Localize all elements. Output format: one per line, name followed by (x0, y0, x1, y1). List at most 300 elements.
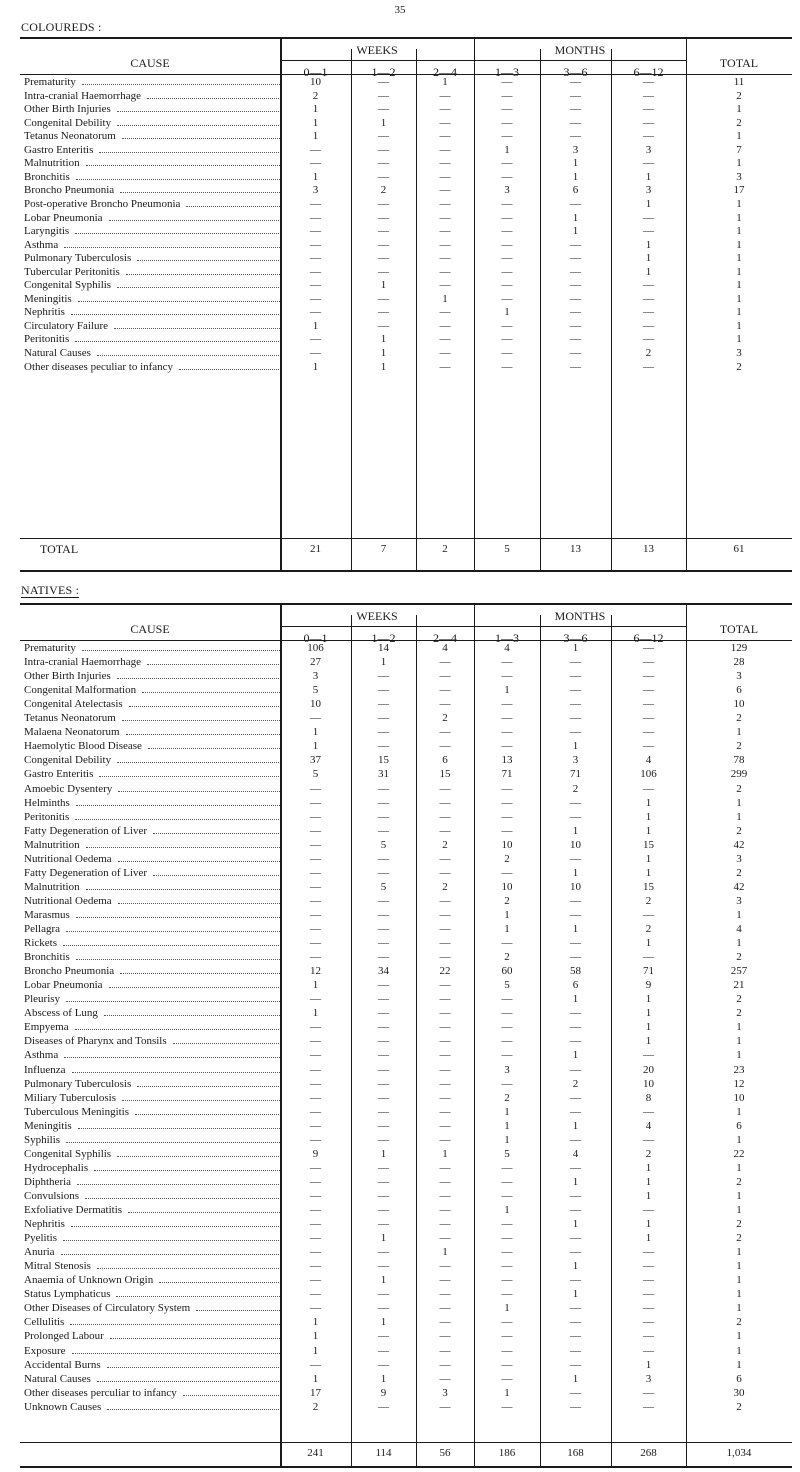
leader-dots (173, 1042, 280, 1044)
count-cell: — (378, 740, 389, 753)
cause-text: Nephritis (24, 307, 65, 319)
count-cell: 1 (380, 360, 387, 373)
count-cell: 2 (504, 894, 510, 907)
cause-text: Accidental Burns (24, 1359, 101, 1371)
count-cell: — (501, 824, 513, 837)
count-cell: — (310, 211, 321, 224)
count-cell: 1 (504, 1119, 510, 1132)
count-cell: 1 (504, 1105, 510, 1118)
count-cell: — (643, 1302, 654, 1315)
count-cell: — (310, 838, 321, 851)
count-cell: — (378, 197, 389, 210)
count-cell: — (570, 1358, 581, 1371)
count-cell: — (378, 1119, 389, 1132)
count-cell: — (501, 1400, 513, 1413)
count-cell: — (439, 993, 451, 1006)
leader-dots (63, 1239, 280, 1241)
leader-dots (148, 747, 280, 749)
cause-label (24, 1374, 280, 1385)
count-cell: — (501, 712, 513, 725)
count-cell: — (643, 908, 654, 921)
cause-text: Tuberculous Meningitis (24, 1106, 130, 1118)
count-cell: 27 (310, 656, 321, 669)
count-cell: 60 (501, 965, 513, 978)
cause-label (24, 671, 280, 682)
row-total-cell: 28 (733, 656, 745, 669)
count-cell: — (439, 1344, 451, 1357)
count-cell: — (501, 279, 513, 292)
count-cell: — (378, 1077, 389, 1090)
cause-label (24, 1191, 280, 1202)
leader-dots (118, 790, 280, 792)
count-cell: — (643, 1344, 654, 1357)
count-cell: — (570, 130, 581, 143)
column-total-cell: 168 (567, 1447, 584, 1459)
count-cell: 71 (501, 768, 513, 781)
count-cell: 1 (572, 993, 579, 1006)
count-cell: — (501, 656, 513, 669)
cause-label (24, 1388, 280, 1399)
count-cell: — (570, 1091, 581, 1104)
row-total-cell: 1 (736, 333, 742, 346)
cause-text: Convulsions (24, 1190, 80, 1202)
leader-dots (137, 259, 280, 261)
count-cell: — (310, 1063, 321, 1076)
count-cell: — (501, 333, 513, 346)
count-cell: — (378, 1400, 389, 1413)
cause-label (24, 1346, 280, 1357)
count-cell: — (439, 894, 451, 907)
cause-text: Tetanus Neonatorum (24, 713, 116, 725)
leader-dots (114, 327, 280, 329)
count-cell: — (570, 1105, 581, 1118)
count-cell: 1 (572, 1175, 579, 1188)
count-cell: — (570, 197, 581, 210)
row-total-cell: 1 (736, 1133, 742, 1146)
count-cell: — (439, 1007, 451, 1020)
leader-dots (120, 972, 280, 974)
cause-label (24, 1331, 280, 1342)
cause-text: Pellagra (24, 924, 61, 935)
count-cell: — (570, 1021, 581, 1034)
cause-text: Bronchitis (24, 171, 70, 183)
count-cell: 1 (572, 1288, 579, 1301)
count-cell: — (643, 684, 654, 697)
count-cell: — (439, 130, 451, 143)
row-total-cell: 21 (733, 979, 745, 992)
count-cell: 2 (312, 1400, 319, 1413)
count-cell: — (501, 1232, 513, 1245)
cause-label (24, 280, 280, 291)
count-cell: — (439, 1204, 451, 1216)
leader-dots (147, 663, 280, 665)
count-cell: 1 (572, 225, 579, 238)
count-cell: — (439, 1021, 451, 1034)
row-total-cell: 1 (736, 726, 742, 739)
count-cell: 2 (645, 347, 652, 359)
count-cell: — (501, 238, 513, 251)
count-cell: 15 (439, 768, 451, 781)
cause-label (24, 1247, 280, 1258)
count-cell: 8 (645, 1091, 652, 1104)
count-cell: 10 (570, 880, 581, 893)
cause-text: Haemolytic Blood Disease (24, 741, 142, 753)
count-cell: — (643, 951, 654, 964)
count-cell: 6 (572, 184, 579, 197)
cause-text: Gastro Enteritis (24, 144, 94, 156)
count-cell: 9 (312, 1147, 319, 1160)
cause-text: Fatty Degeneration of Liver (24, 867, 148, 879)
count-cell: — (570, 796, 581, 809)
cause-label (24, 253, 280, 264)
count-cell: — (439, 1063, 451, 1076)
count-cell: — (378, 726, 389, 739)
count-cell: — (310, 279, 321, 292)
count-cell: — (501, 1316, 513, 1329)
count-cell: — (643, 782, 654, 795)
count-cell: — (501, 1274, 513, 1287)
count-cell: — (570, 670, 581, 683)
count-cell: — (439, 866, 451, 879)
count-cell: — (501, 197, 513, 210)
age-column-header: 0—1 (303, 65, 328, 79)
column-total-cell: 21 (310, 543, 321, 555)
count-cell: — (378, 1161, 389, 1174)
count-cell: — (570, 1133, 581, 1146)
leader-dots (153, 874, 280, 876)
coloureds-heading: COLOUREDS : (21, 20, 102, 34)
count-cell: — (310, 1049, 321, 1062)
count-cell: — (378, 1358, 389, 1371)
column-total-cell: 268 (640, 1447, 657, 1459)
count-cell: 2 (572, 1077, 579, 1090)
count-cell: 9 (645, 979, 652, 992)
cause-label (24, 362, 280, 373)
count-cell: — (439, 360, 451, 373)
count-cell: — (378, 1035, 389, 1048)
count-cell: 17 (310, 1386, 321, 1399)
count-cell: 9 (380, 1386, 387, 1399)
row-total-cell: 1 (736, 937, 742, 950)
count-cell: 1 (572, 824, 579, 837)
count-cell: 15 (378, 754, 389, 767)
count-cell: — (570, 1063, 581, 1076)
cause-label (24, 1402, 280, 1413)
count-cell: — (501, 347, 513, 359)
count-cell: — (439, 937, 451, 950)
cause-label (24, 145, 280, 156)
cause-label (24, 226, 280, 237)
count-cell: 1 (312, 1372, 319, 1385)
count-cell: — (570, 306, 581, 319)
count-cell: — (310, 1133, 321, 1146)
total-label: TOTAL (40, 542, 79, 556)
count-cell: — (643, 1260, 654, 1273)
cause-label (24, 868, 280, 879)
cause-text: Exposure (24, 1345, 66, 1357)
count-cell: — (378, 319, 389, 332)
count-cell: — (310, 1218, 321, 1231)
count-cell: 10 (501, 880, 513, 893)
count-cell: — (501, 1330, 513, 1343)
count-cell: 4 (572, 1147, 579, 1160)
cause-label (24, 1093, 280, 1104)
count-cell: — (439, 1302, 451, 1315)
cause-label (24, 321, 280, 332)
count-cell: 5 (504, 979, 510, 992)
count-cell: — (501, 76, 513, 88)
count-cell: — (310, 1077, 321, 1090)
count-cell: 1 (504, 1204, 510, 1216)
leader-dots (129, 705, 280, 707)
cause-text: Peritonitis (24, 811, 70, 823)
count-cell: — (378, 211, 389, 224)
leader-dots (153, 832, 280, 834)
count-cell: 1 (312, 740, 319, 753)
count-cell: — (378, 143, 389, 156)
count-cell: 2 (645, 923, 652, 935)
row-total-cell: 6 (736, 684, 742, 697)
leader-dots (72, 1352, 280, 1354)
leader-dots (117, 286, 280, 288)
count-cell: — (570, 951, 581, 964)
cause-text: Pulmonary Tuberculosis (24, 253, 132, 265)
leader-dots (107, 1366, 280, 1368)
cause-text: Congenital Debility (24, 117, 112, 129)
count-cell: — (378, 1007, 389, 1020)
count-cell: 1 (645, 824, 652, 837)
count-cell: — (501, 866, 513, 879)
count-cell: 1 (312, 170, 319, 183)
count-cell: — (570, 238, 581, 251)
count-cell: 2 (504, 852, 510, 865)
count-cell: — (570, 712, 581, 725)
count-cell: — (310, 852, 321, 865)
count-cell: — (570, 656, 581, 669)
count-cell: — (439, 1358, 451, 1371)
row-total-cell: 1 (736, 238, 742, 251)
count-cell: 1 (645, 170, 652, 183)
leader-dots (183, 1394, 280, 1396)
cause-text: Mitral Stenosis (24, 1261, 91, 1273)
leader-dots (122, 137, 280, 139)
count-cell: 10 (643, 1077, 654, 1090)
cause-text: Syphilis (24, 1134, 61, 1146)
count-cell: — (378, 252, 389, 265)
count-cell: — (643, 76, 654, 88)
leader-dots (85, 1197, 280, 1199)
row-total-cell: 2 (736, 740, 742, 753)
count-cell: 1 (504, 1302, 510, 1315)
cause-label (24, 769, 280, 780)
count-cell: — (378, 937, 389, 950)
count-cell: 1 (645, 1021, 652, 1034)
count-cell: — (439, 197, 451, 210)
count-cell: — (501, 796, 513, 809)
count-cell: 2 (645, 1147, 652, 1160)
count-cell: — (439, 1119, 451, 1132)
row-total-cell: 4 (736, 923, 742, 935)
count-cell: — (501, 1175, 513, 1188)
cause-text: Broncho Pneumonia (24, 966, 115, 978)
count-cell: 1 (380, 1147, 387, 1160)
count-cell: — (378, 1330, 389, 1343)
count-cell: — (501, 1035, 513, 1048)
leader-dots (128, 1211, 280, 1213)
count-cell: 1 (572, 1260, 579, 1273)
count-cell: 1 (572, 157, 579, 170)
count-cell: 3 (645, 143, 652, 156)
count-cell: 2 (442, 712, 448, 725)
cause-label (24, 657, 280, 668)
count-cell: — (310, 866, 321, 879)
count-cell: — (439, 796, 451, 809)
row-total-cell: 1 (736, 306, 742, 319)
leader-dots (82, 649, 280, 651)
count-cell: — (570, 1189, 581, 1202)
count-cell: 1 (380, 347, 387, 359)
count-cell: 1 (504, 923, 510, 935)
count-cell: 34 (378, 965, 389, 978)
count-cell: — (501, 157, 513, 170)
count-cell: — (378, 1105, 389, 1118)
row-total-cell: 257 (730, 965, 748, 978)
age-column-header: 1—2 (371, 631, 396, 645)
count-cell: 14 (378, 642, 389, 654)
count-cell: — (643, 1386, 654, 1399)
count-cell: — (501, 360, 513, 373)
count-cell: — (643, 130, 654, 143)
cause-label (24, 199, 280, 210)
cause-label (24, 267, 280, 278)
age-column-header: 2—4 (433, 631, 457, 645)
row-total-cell: 2 (736, 360, 742, 373)
count-cell: — (310, 1105, 321, 1118)
count-cell: — (378, 894, 389, 907)
count-cell: — (310, 1189, 321, 1202)
count-cell: 1 (312, 1330, 319, 1343)
count-cell: — (501, 1246, 513, 1259)
count-cell: 6 (572, 979, 579, 992)
count-cell: 4 (442, 642, 448, 654)
leader-dots (77, 1183, 280, 1185)
count-cell: — (643, 306, 654, 319)
count-cell: — (310, 143, 321, 156)
row-total-cell: 3 (736, 852, 742, 865)
cause-text: Malaena Neonatorum (24, 727, 120, 739)
count-cell: — (378, 698, 389, 711)
count-cell: — (378, 824, 389, 837)
count-cell: — (643, 292, 654, 305)
cause-label (24, 1107, 280, 1118)
count-cell: — (378, 76, 389, 88)
row-total-cell: 3 (736, 347, 742, 359)
count-cell: — (378, 1344, 389, 1357)
count-cell: — (643, 1246, 654, 1259)
count-cell: 1 (504, 306, 510, 319)
leader-dots (97, 354, 280, 356)
count-cell: — (378, 1218, 389, 1231)
count-cell: — (643, 1316, 654, 1329)
count-cell: 4 (645, 754, 652, 767)
leader-dots (110, 1337, 280, 1339)
count-cell: 1 (572, 1119, 579, 1132)
count-cell: — (501, 740, 513, 753)
count-cell: — (570, 908, 581, 921)
months-header: MONTHS (554, 43, 606, 57)
count-cell: — (570, 1035, 581, 1048)
cause-label (24, 685, 280, 696)
leader-dots (82, 83, 280, 85)
age-column-header: 1—2 (371, 65, 396, 79)
count-cell: — (643, 211, 654, 224)
count-cell: 3 (504, 1063, 510, 1076)
cause-text: Prematurity (24, 77, 76, 88)
count-cell: — (643, 656, 654, 669)
count-cell: — (643, 642, 654, 654)
count-cell: 1 (504, 684, 510, 697)
count-cell: — (501, 170, 513, 183)
column-total-cell: 5 (504, 543, 510, 555)
count-cell: 2 (504, 1091, 510, 1104)
row-total-cell: 1 (736, 157, 742, 170)
cause-text: Intra-cranial Haemorrhage (24, 90, 141, 102)
count-cell: — (501, 1049, 513, 1062)
age-column-header: 1—3 (495, 65, 519, 79)
cause-label (24, 172, 280, 183)
leader-dots (78, 300, 280, 302)
row-total-cell: 1 (736, 810, 742, 823)
leader-dots (147, 97, 280, 99)
count-cell: — (439, 184, 451, 197)
leader-dots (122, 1099, 280, 1101)
count-cell: 5 (312, 684, 319, 697)
count-cell: — (570, 1330, 581, 1343)
row-total-cell: 30 (733, 1386, 745, 1399)
count-cell: 12 (310, 965, 321, 978)
count-cell: — (439, 265, 451, 278)
row-total-cell: 1 (736, 1344, 742, 1357)
cause-label (24, 1121, 280, 1132)
count-cell: 1 (645, 252, 652, 265)
count-cell: — (439, 319, 451, 332)
natives-heading: NATIVES : (21, 583, 80, 597)
cause-text: Pleurisy (24, 994, 61, 1006)
leader-dots (107, 1408, 280, 1410)
row-total-cell: 129 (730, 642, 748, 654)
cause-label (24, 938, 280, 949)
row-total-cell: 1 (736, 1274, 742, 1287)
count-cell: — (439, 782, 451, 795)
count-cell: 6 (442, 754, 448, 767)
leader-dots (64, 246, 280, 248)
leader-dots (66, 930, 280, 932)
header-rule (280, 626, 686, 627)
count-cell: — (439, 170, 451, 183)
row-total-cell: 299 (730, 768, 748, 781)
cause-label (24, 294, 280, 305)
count-cell: — (501, 319, 513, 332)
row-total-cell: 7 (736, 143, 742, 156)
leader-dots (86, 164, 280, 166)
cause-text: Malnutrition (24, 881, 80, 893)
count-cell: — (570, 1007, 581, 1020)
count-cell: — (310, 1091, 321, 1104)
cause-text: Abscess of Lung (24, 1008, 98, 1020)
cause-label (24, 1205, 280, 1216)
cause-text: Prematurity (24, 643, 76, 654)
count-cell: 1 (572, 170, 579, 183)
